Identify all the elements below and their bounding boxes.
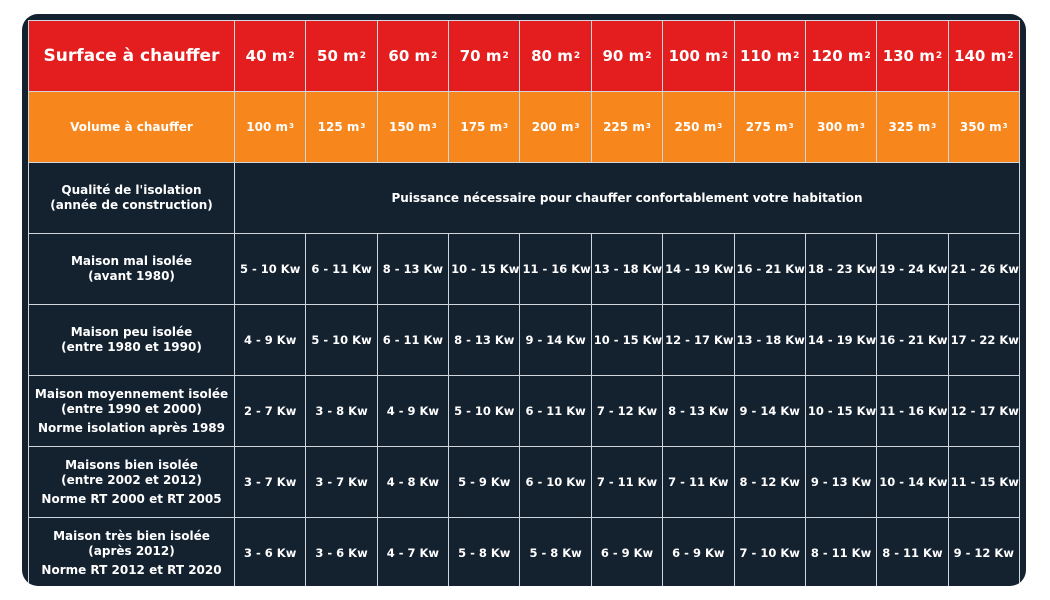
table-row [29,376,1020,447]
power-cell: 10 - 14 Kw [877,447,948,518]
surface-value: 40 [245,47,267,65]
surface-unit: m [557,47,573,65]
power-cell: 17 - 22 Kw [948,305,1019,376]
volume-exponent: 3 [859,121,865,131]
power-cell: 21 - 26 Kw [948,234,1019,305]
power-cell: 10 - 15 Kw [805,376,876,447]
volume-unit: m [917,120,931,134]
surface-unit: m [343,47,359,65]
power-cell: 7 - 12 Kw [591,376,662,447]
power-cell: 3 - 7 Kw [235,447,306,518]
volume-cell [306,92,377,163]
volume-exponent: 3 [788,121,794,131]
volume-cell [734,92,805,163]
power-cell: 13 - 18 Kw [591,234,662,305]
surface-unit: m [919,47,935,65]
power-cell: 6 - 9 Kw [591,518,662,587]
quality-header-row [29,163,1020,234]
volume-cell [520,92,591,163]
surface-row [29,21,1020,92]
surface-exponent: 2 [645,50,652,61]
insulation-label-line2: (entre 1990 et 2000) [61,401,202,416]
volume-cell [948,92,1019,163]
heating-table-card [22,14,1026,586]
power-cell: 5 - 10 Kw [235,234,306,305]
volume-unit: m [489,120,503,134]
table-body [29,21,1020,587]
surface-unit: m [705,47,721,65]
insulation-label [29,447,235,518]
power-cell: 16 - 21 Kw [877,305,948,376]
power-cell: 5 - 10 Kw [306,305,377,376]
volume-exponent: 3 [360,121,366,131]
volume-exponent: 3 [931,121,937,131]
power-cell: 7 - 11 Kw [663,447,734,518]
volume-value: 275 [745,120,771,134]
heating-power-table [28,20,1020,586]
surface-exponent: 2 [935,50,943,61]
volume-cell [449,92,520,163]
insulation-label-line1: Maison mal isolée [70,254,193,268]
power-cell: 14 - 19 Kw [663,234,734,305]
volume-exponent: 3 [717,121,723,131]
volume-cell [663,92,734,163]
power-cell: 16 - 21 Kw [734,234,805,305]
volume-value: 350 [959,120,985,134]
surface-value: 130 [882,47,914,65]
power-cell: 4 - 8 Kw [377,447,448,518]
insulation-label [29,234,235,305]
volume-exponent: 3 [289,121,295,131]
quality-label-line1: Qualité de l'isolation [61,183,202,197]
power-cell: 8 - 13 Kw [663,376,734,447]
power-cell: 18 - 23 Kw [805,234,876,305]
volume-exponent: 3 [574,121,580,131]
power-cell: 8 - 11 Kw [877,518,948,587]
volume-row [29,92,1020,163]
volume-label: Volume à chauffer [29,92,235,163]
quality-label-line2: (année de construction) [50,198,213,212]
power-cell: 5 - 10 Kw [449,376,520,447]
surface-value: 110 [739,47,772,65]
power-cell: 11 - 16 Kw [877,376,948,447]
surface-cell [235,21,306,92]
power-cell: 9 - 14 Kw [520,305,591,376]
power-cell: 6 - 9 Kw [663,518,734,587]
surface-exponent: 2 [502,50,509,61]
power-cell: 5 - 8 Kw [449,518,520,587]
insulation-label-line2: (avant 1980) [88,269,175,283]
surface-value: 50 [317,47,338,65]
surface-cell [663,21,734,92]
power-cell: 14 - 19 Kw [805,305,876,376]
power-cell: 10 - 15 Kw [449,234,520,305]
surface-exponent: 2 [359,50,367,61]
power-cell: 6 - 11 Kw [377,305,448,376]
power-cell: 19 - 24 Kw [877,234,948,305]
volume-cell [877,92,948,163]
surface-unit: m [847,47,864,65]
power-cell: 8 - 12 Kw [734,447,805,518]
surface-exponent: 2 [864,50,871,61]
volume-exponent: 3 [645,121,651,131]
power-cell: 8 - 11 Kw [805,518,876,587]
surface-unit: m [776,47,793,65]
surface-value: 140 [954,47,986,65]
power-cell: 4 - 9 Kw [377,376,448,447]
power-cell: 12 - 17 Kw [948,376,1019,447]
insulation-norm: Norme RT 2000 et RT 2005 [41,491,222,506]
surface-exponent: 2 [1007,50,1014,61]
power-cell: 9 - 12 Kw [948,518,1019,587]
volume-value: 125 [317,120,343,134]
surface-unit: m [990,47,1007,65]
power-cell: 3 - 6 Kw [306,518,377,587]
volume-value: 175 [460,120,486,134]
surface-exponent: 2 [793,50,800,61]
volume-exponent: 3 [503,121,509,131]
insulation-label [29,305,235,376]
power-cell: 4 - 7 Kw [377,518,448,587]
surface-unit: m [485,47,502,65]
insulation-norm: Norme RT 2012 et RT 2020 [41,562,222,577]
power-cell: 5 - 9 Kw [449,447,520,518]
surface-cell [948,21,1019,92]
volume-value: 300 [817,120,843,134]
volume-unit: m [846,120,859,134]
table-row [29,234,1020,305]
surface-unit: m [414,47,431,65]
power-cell: 3 - 6 Kw [235,518,306,587]
table-row [29,447,1020,518]
insulation-label-line2: (entre 1980 et 1990) [61,340,202,354]
surface-cell [877,21,948,92]
surface-value: 120 [811,47,843,65]
insulation-label-line1: Maison moyennement isolée [34,386,229,401]
surface-cell [805,21,876,92]
volume-value: 325 [888,120,914,134]
volume-value: 250 [674,120,700,134]
surface-cell [591,21,662,92]
surface-unit: m [628,47,645,65]
volume-unit: m [989,120,1002,134]
surface-exponent: 2 [431,50,438,61]
surface-unit: m [271,47,288,65]
volume-value: 150 [389,120,415,134]
insulation-label-line2: (après 2012) [88,543,175,558]
volume-unit: m [418,120,431,134]
power-cell: 3 - 7 Kw [306,447,377,518]
volume-unit: m [632,120,645,134]
surface-cell [377,21,448,92]
insulation-label [29,518,235,587]
volume-unit: m [346,120,360,134]
surface-value: 100 [668,47,700,65]
surface-exponent: 2 [721,50,729,61]
power-cell: 8 - 13 Kw [377,234,448,305]
volume-unit: m [775,120,788,134]
surface-value: 90 [602,47,624,65]
volume-unit: m [275,120,289,134]
power-cell: 6 - 11 Kw [520,376,591,447]
power-cell: 9 - 14 Kw [734,376,805,447]
power-cell: 7 - 11 Kw [591,447,662,518]
insulation-label-line2: (entre 2002 et 2012) [61,472,202,487]
volume-cell [591,92,662,163]
power-cell: 11 - 16 Kw [520,234,591,305]
power-cell: 13 - 18 Kw [734,305,805,376]
volume-cell [235,92,306,163]
surface-cell [520,21,591,92]
volume-value: 225 [603,120,629,134]
power-cell: 10 - 15 Kw [591,305,662,376]
insulation-norm: Norme isolation après 1989 [37,420,225,435]
surface-value: 60 [388,47,410,65]
power-cell: 2 - 7 Kw [235,376,306,447]
power-cell: 7 - 10 Kw [734,518,805,587]
power-cell: 4 - 9 Kw [235,305,306,376]
volume-exponent: 3 [1002,121,1008,131]
power-caption: Puissance nécessaire pour chauffer confortablement votre habitation [235,163,1020,234]
volume-value: 100 [246,120,272,134]
volume-unit: m [703,120,717,134]
surface-label: Surface à chauffer [29,21,235,92]
table-row [29,305,1020,376]
surface-cell [306,21,377,92]
surface-cell [449,21,520,92]
power-cell: 8 - 13 Kw [449,305,520,376]
volume-value: 200 [531,120,557,134]
power-cell: 12 - 17 Kw [663,305,734,376]
insulation-label-line1: Maison très bien isolée [53,528,210,543]
insulation-label [29,376,235,447]
power-cell: 5 - 8 Kw [520,518,591,587]
surface-cell [734,21,805,92]
quality-label [29,163,235,234]
volume-cell [377,92,448,163]
volume-unit: m [560,120,574,134]
surface-value: 70 [459,47,481,65]
surface-value: 80 [531,47,552,65]
insulation-label-line1: Maison peu isolée [70,325,193,339]
power-cell: 9 - 13 Kw [805,447,876,518]
table-row [29,518,1020,587]
volume-cell [805,92,876,163]
volume-exponent: 3 [431,121,437,131]
surface-exponent: 2 [573,50,581,61]
power-cell: 11 - 15 Kw [948,447,1019,518]
insulation-label-line1: Maisons bien isolée [65,457,198,472]
power-cell: 6 - 10 Kw [520,447,591,518]
power-cell: 3 - 8 Kw [306,376,377,447]
power-cell: 6 - 11 Kw [306,234,377,305]
surface-exponent: 2 [288,50,295,61]
